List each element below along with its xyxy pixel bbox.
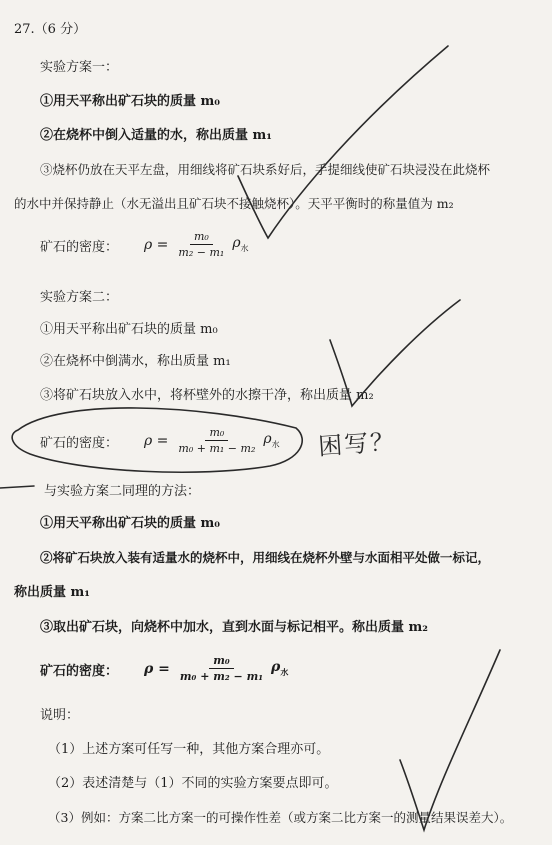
question-number: 27.（6 分） xyxy=(14,22,87,37)
formula-denominator: m₀ + m₁ − m₂ xyxy=(178,442,256,455)
check-mark-2 xyxy=(330,300,460,406)
plan1-density-label: 矿石的密度： xyxy=(40,240,119,255)
plan2-title: 实验方案二： xyxy=(40,290,119,305)
plan1-step2: ②在烧杯中倒入适量的水，称出质量 m₁ xyxy=(40,128,272,143)
check-mark-1 xyxy=(238,46,448,238)
rho-symbol: ρ = xyxy=(144,236,169,253)
plan1-step1: ①用天平称出矿石块的质量 m₀ xyxy=(40,94,220,109)
water-density-symbol: $\rho_水$ xyxy=(263,431,280,449)
water-density-symbol: $\rho_水$ xyxy=(271,659,289,677)
plan3-density-label: 矿石的密度： xyxy=(40,664,119,679)
plan1-title: 实验方案一： xyxy=(40,60,119,75)
left-dash-mark xyxy=(0,486,34,488)
rho-symbol: ρ = xyxy=(144,432,169,449)
plan1-step3-line2: 的水中并保持静止（水无溢出且矿石块不接触烧杯）。天平平衡时的称量值为 m₂ xyxy=(14,196,454,211)
plan3-step1: ①用天平称出矿石块的质量 m₀ xyxy=(40,516,220,531)
plan2-density-label: 矿石的密度： xyxy=(40,436,119,451)
plan2-step2: ②在烧杯中倒满水，称出质量 m₁ xyxy=(40,354,231,369)
notes-title: 说明： xyxy=(40,708,80,723)
note-1: （1）上述方案可任写一种，其他方案合理亦可。 xyxy=(48,742,330,757)
check-mark-3 xyxy=(400,650,500,830)
plan3-step2-line1: ②将矿石块放入装有适量水的烧杯中，用细线在烧杯外壁与水面相平处做一标记， xyxy=(40,550,491,565)
formula-denominator: m₂ − m₁ xyxy=(178,246,225,259)
formula-denominator: m₀ + m₂ − m₁ xyxy=(179,670,264,683)
plan1-step3-line1: ③烧杯仍放在天平左盘，用细线将矿石块系好后，手提细线使矿石块浸没在此烧杯 xyxy=(40,162,491,177)
plan2-step1: ①用天平称出矿石块的质量 m₀ xyxy=(40,322,218,337)
rho-symbol: ρ = xyxy=(144,660,170,677)
formula-numerator: m₀ xyxy=(209,654,233,669)
plan3-step2-line2: 称出质量 m₁ xyxy=(14,585,90,600)
note-3: （3）例如：方案二比方案一的可操作性差（或方案二比方案一的测量结果误差大）。 xyxy=(48,810,513,825)
formula-numerator: m₀ xyxy=(205,426,228,441)
plan3-title: 与实验方案二同理的方法： xyxy=(44,484,201,499)
formula-numerator: m₀ xyxy=(190,230,213,245)
plan3-step3: ③取出矿石块，向烧杯中加水，直到水面与标记相平。称出质量 m₂ xyxy=(40,620,428,635)
note-2: （2）表述清楚与（1）不同的实验方案要点即可。 xyxy=(48,776,338,791)
water-density-symbol: $\rho_水$ xyxy=(232,235,249,253)
plan2-step3: ③将矿石块放入水中，将杯壁外的水擦干净，称出质量 m₂ xyxy=(40,388,374,403)
handwritten-note: 困写？ xyxy=(317,427,398,461)
ellipse-circle-mark xyxy=(12,408,302,472)
